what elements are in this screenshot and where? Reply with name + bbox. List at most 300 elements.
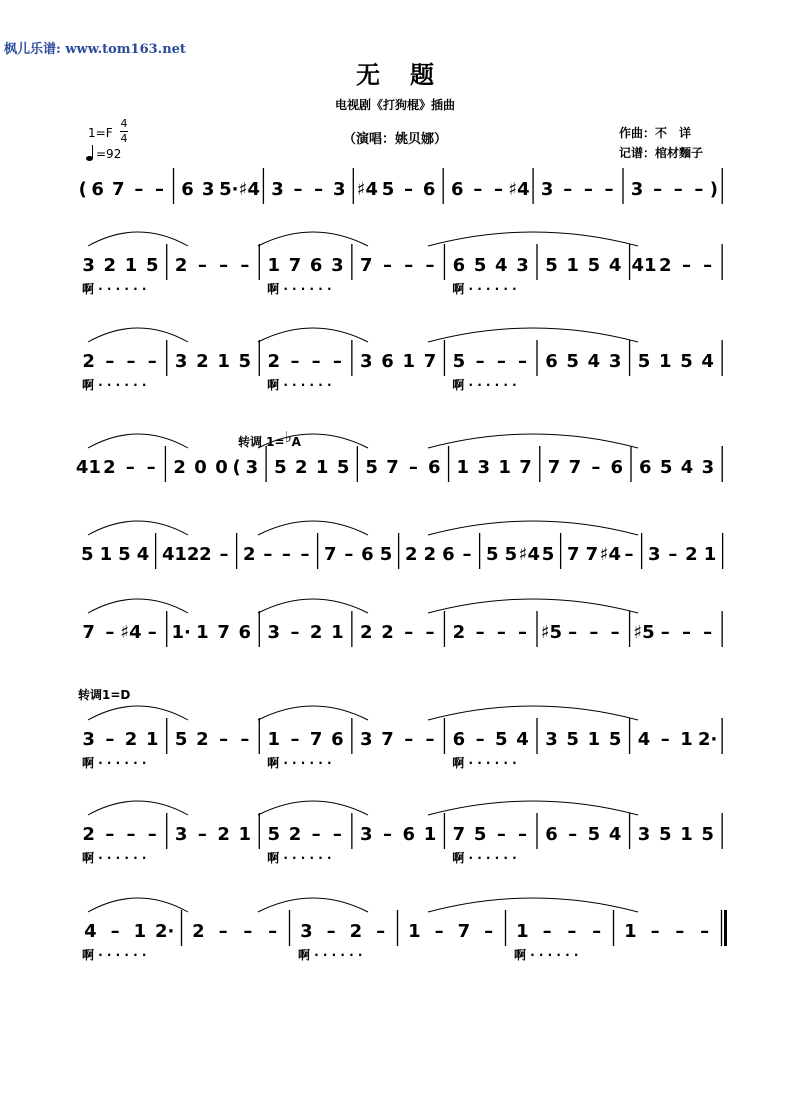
note: – [105,824,115,845]
note: – [154,179,164,200]
note: – [219,544,229,565]
note: – [425,622,435,643]
note: – [147,622,157,643]
note: 3 [360,351,373,372]
note: 5 [267,824,281,845]
note: 5 [701,824,714,845]
song-subtitle: 电视剧《打狗棍》插曲 [334,98,455,112]
note: – [650,921,660,942]
slur [258,706,368,720]
time-signature-top: 4 [120,117,128,130]
lyric: 啊 · · · · · · [267,378,332,392]
note: 3 [630,179,644,200]
note: 5 [659,457,673,478]
note: 1· [171,622,191,643]
note: – [694,179,704,200]
note: 1 [402,351,416,372]
note: 3 [545,729,558,750]
note: 1 [516,921,529,942]
note: 3 [360,824,373,845]
note: 4 [608,255,622,276]
note: 7 [585,544,599,565]
note: – [110,921,120,942]
note: – [568,622,578,643]
note: 3 [300,921,313,942]
score-row [75,428,722,482]
note: – [290,622,300,643]
note: 2 [103,457,116,478]
note: – [496,622,506,643]
note: – [703,622,713,643]
note: 5 [504,544,518,565]
note: – [219,255,229,276]
note: 1 [238,824,252,845]
note: 3 [540,179,554,200]
note: 41 [75,457,101,478]
note: 5 [608,729,622,750]
note: 0 [215,457,228,478]
note: 1 [624,921,637,942]
note: 6 [238,622,252,643]
slur [428,706,638,720]
note: 2 [243,544,256,565]
note: ♯4 [356,179,378,200]
note: – [668,544,678,565]
note: 5 [174,729,188,750]
note: – [462,544,472,565]
note: 6 [610,457,623,478]
slur [428,232,638,246]
note: 5 [452,351,466,372]
note: ( [78,179,87,200]
note: – [518,351,528,372]
note: 7 [112,179,125,200]
note: 2 [174,255,188,276]
note: – [563,179,573,200]
slur [258,898,368,912]
note: 5· [219,179,239,200]
note: – [425,729,435,750]
note: – [568,824,578,845]
note: – [126,351,136,372]
note: 2 [82,824,95,845]
note: – [311,824,321,845]
note: 5 [81,544,94,565]
note: – [147,824,157,845]
slur [258,521,368,535]
note: 6 [381,351,394,372]
note: 5 [587,824,601,845]
note: 2 [196,351,209,372]
note: – [134,179,144,200]
singer-credit: （演唱：姚贝娜） [342,132,447,147]
note: 3 [477,457,490,478]
note: 5 [365,457,378,478]
note: 1 [680,729,693,750]
note: – [146,457,156,478]
note: 3 [516,255,529,276]
note: 2 [217,824,230,845]
note: 3 [648,544,661,565]
note: 6 [545,824,558,845]
tempo-value: =92 [96,147,122,161]
slur [88,801,188,815]
note: 2 [685,544,698,565]
slur [258,599,368,613]
note: 5 [238,351,252,372]
note: – [518,622,528,643]
note: 3 [332,179,346,200]
note: 2 [103,255,117,276]
time-signature-bottom: 4 [120,132,128,145]
note: – [496,824,506,845]
note: – [484,921,494,942]
slur [428,801,638,815]
note: – [404,179,414,200]
note: – [281,544,291,565]
score-row [82,599,722,647]
note: 6 [428,457,441,478]
note: 5 [145,255,159,276]
note: 1 [196,622,209,643]
slur [88,898,188,912]
note: – [197,255,207,276]
note: 2 [192,921,205,942]
note: – [126,824,136,845]
lyric: 啊 · · · · · · [82,756,147,770]
note: – [518,824,528,845]
song-title: 无题 [356,61,464,89]
note: 7 [386,457,399,478]
slur [428,328,638,342]
note: 2 [267,351,281,372]
note: – [240,255,250,276]
note: 7 [324,544,337,565]
flat-icon: ♭ [284,428,292,446]
note: – [425,255,435,276]
note: – [610,622,620,643]
lyric: 啊 · · · · · · [82,851,147,865]
note: 4 [680,457,694,478]
note: 7 [452,824,466,845]
note: 7 [567,544,580,565]
note: 4 [495,255,508,276]
note: 5 [680,351,693,372]
note: ♯5 [540,622,563,643]
note: 4 [637,729,651,750]
note: 5 [566,729,579,750]
note: 5 [336,457,350,478]
note: 7 [568,457,582,478]
note: – [300,544,310,565]
note: 5 [495,729,508,750]
note: – [105,729,115,750]
note: 2 [295,457,308,478]
note: – [314,179,324,200]
note: 6 [452,729,466,750]
note: 5 [381,179,395,200]
note: – [408,457,418,478]
note: – [473,179,483,200]
note: – [243,921,253,942]
note: 7 [288,255,302,276]
note: 4 [701,351,714,372]
note: 2 [452,622,466,643]
note: 6 [638,457,652,478]
note: – [332,351,342,372]
note: 1 [456,457,470,478]
slur [88,328,188,342]
score-row [79,168,723,204]
slur [258,801,368,815]
note: 3 [174,824,188,845]
note: – [681,622,691,643]
note: – [240,729,250,750]
note: – [293,179,303,200]
note: 1 [315,457,329,478]
note: 5 [566,351,579,372]
note: 1 [267,255,281,276]
note: 1 [99,544,113,565]
lyric: 啊 · · · · · · [452,378,517,392]
lyric: 啊 · · · · · · [452,756,517,770]
key-signature: 1=F [88,126,113,140]
note: 5 [637,351,651,372]
note: – [332,824,342,845]
note: – [660,729,670,750]
note: 12 [174,544,200,565]
note: 6 [442,544,455,565]
note: 0 [194,457,207,478]
note: 2 [405,544,418,565]
note: 7 [519,457,532,478]
note: 2 [658,255,672,276]
note: 4 [84,921,97,942]
note: – [383,824,393,845]
note: 1 [498,457,511,478]
note: – [653,179,663,200]
note: 5 [587,255,601,276]
note: ♯4 [508,179,530,200]
note: – [493,179,503,200]
modulation-label-2: 转调1=D [78,688,131,702]
note: 6 [331,729,344,750]
note: – [404,622,414,643]
note: 6 [450,179,464,200]
note: – [591,457,601,478]
note: – [496,351,506,372]
note: – [660,622,670,643]
lyric: 啊 · · · · · · [82,378,147,392]
modulation-label-1: 转调 1=♭A [238,428,301,449]
note: ♯4 [599,544,622,565]
note: 3 [82,255,95,276]
note: – [589,622,599,643]
note: – [376,921,386,942]
note: – [344,544,354,565]
note: – [673,179,683,200]
note: – [219,729,229,750]
note: 6 [181,179,194,200]
note: 7 [423,351,437,372]
slur [88,434,188,448]
note: 5 [274,457,287,478]
note: – [263,544,273,565]
note: 2 [173,457,186,478]
slur [88,232,188,246]
note: 2 [82,351,95,372]
note: 2 [309,622,323,643]
note: – [675,921,685,942]
note: 2 [349,921,363,942]
note: 2 [196,729,209,750]
note: ♯4 [518,544,541,565]
note: 7 [360,255,373,276]
note: 3 [174,351,188,372]
note: 6 [402,824,416,845]
note: 3 [360,729,373,750]
note: 2 [360,622,373,643]
note: 1 [408,921,421,942]
note: 1 [267,729,281,750]
slur [428,521,638,535]
note: 1 [658,351,672,372]
note: 4 [608,824,622,845]
note: 5 [379,544,393,565]
note: 4 [136,544,150,565]
note: 4 [516,729,529,750]
note: – [624,544,634,565]
note: 4 [162,544,175,565]
note: – [311,351,321,372]
note: – [604,179,614,200]
score-row [82,801,722,865]
note: – [383,255,393,276]
note: – [404,255,414,276]
note: 7 [309,729,323,750]
note: 1 [331,622,344,643]
site-watermark: 枫儿乐谱: www.tom163.net [4,42,186,57]
slur [258,232,368,246]
note: 3 [271,179,284,200]
note: 7 [217,622,230,643]
note: – [681,255,691,276]
score-row [82,706,722,770]
note: 6 [545,351,558,372]
composer-credit: 作曲：不 详 [619,126,692,140]
note: 6 [422,179,436,200]
note: 1 [680,824,693,845]
note: 6 [361,544,374,565]
note: – [703,255,713,276]
lyric: 啊 · · · · · · [452,282,517,296]
note: 7 [381,729,394,750]
lyric: 啊 · · · · · · [267,756,332,770]
note: 7 [547,457,561,478]
note: – [197,824,207,845]
note: – [290,351,300,372]
note: 1 [587,729,601,750]
note: – [542,921,552,942]
note: 2 [199,544,212,565]
slur [88,521,188,535]
note: 3 [701,457,715,478]
transcriber-credit: 记谱：棺材麵子 [619,146,704,160]
note: – [475,622,485,643]
note: – [434,921,444,942]
score-row [81,521,723,569]
note: 2 [381,622,394,643]
note: 1 [145,729,159,750]
note: 1 [124,255,138,276]
note: 2 [423,544,437,565]
lyric: 啊 · · · · · · [267,851,332,865]
lyric: 啊 · · · · · · [82,282,147,296]
note: 7 [457,921,471,942]
note: 5 [473,255,487,276]
note: 5 [473,824,487,845]
note: 3 [637,824,651,845]
lyric: 啊 · · · · · · [267,282,332,296]
note: ) [709,179,718,200]
note: – [147,351,157,372]
score-row [82,898,726,962]
note: 3 [331,255,344,276]
note: 3 [201,179,215,200]
note: 6 [452,255,466,276]
note: – [105,622,115,643]
note: 2 [124,729,138,750]
note: – [105,351,115,372]
note: 2· [154,921,175,942]
note: 1 [217,351,230,372]
slur [428,434,638,448]
note: – [404,729,414,750]
note: ♯4 [120,622,142,643]
note: 3 [608,351,622,372]
score-row [82,232,722,296]
note: 5 [545,255,558,276]
note: 6 [91,179,104,200]
note: – [700,921,710,942]
lyric: 啊 · · · · · · [514,948,579,962]
note: – [592,921,602,942]
note: – [218,921,228,942]
note: 5 [541,544,555,565]
lyric: 啊 · · · · · · [298,948,363,962]
note: 41 [631,255,657,276]
note: 3 [245,457,259,478]
note: 6 [309,255,323,276]
note: – [583,179,593,200]
note: 5 [486,544,499,565]
note: 1 [133,921,147,942]
note: 5 [118,544,131,565]
slur [88,599,188,613]
note: 2 [288,824,302,845]
note: 7 [82,622,95,643]
note: 1 [703,544,717,565]
note: ( [232,457,241,478]
slur [258,328,368,342]
note: – [125,457,135,478]
note: ♯5 [633,622,655,643]
note: – [326,921,336,942]
note: 4 [587,351,601,372]
note: – [567,921,577,942]
note: – [475,351,485,372]
note: 1 [423,824,437,845]
